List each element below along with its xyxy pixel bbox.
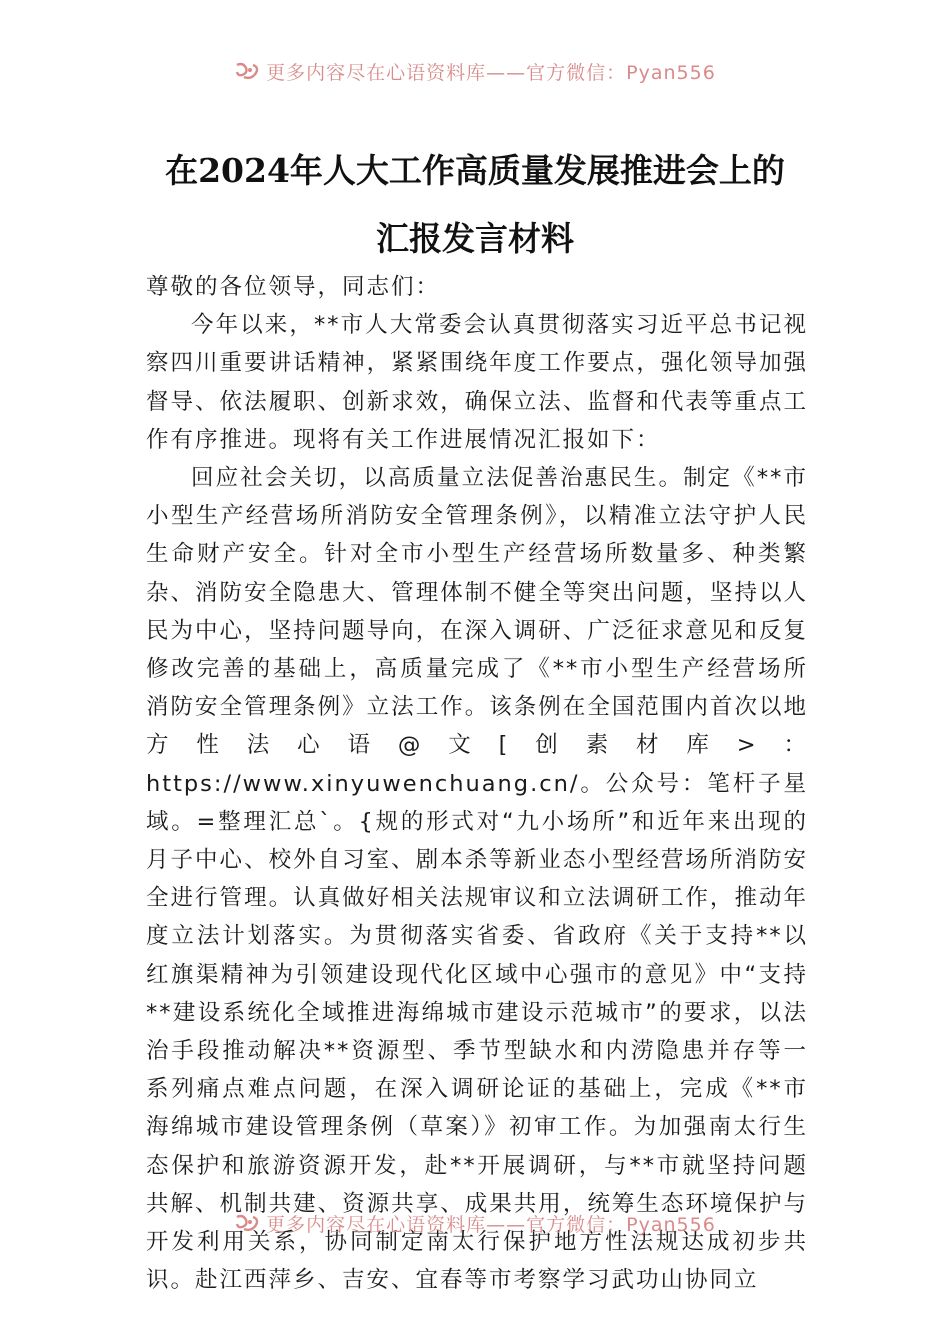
salutation: 尊敬的各位领导，同志们： — [146, 274, 441, 300]
watermark-footer — [0, 1208, 950, 1238]
watermark-text: 更多内容尽在心语资料库——官方微信：Pyan556 — [266, 61, 716, 84]
document-title-line-2: 汇报发言材料 — [376, 219, 574, 258]
watermark-text: 更多内容尽在心语资料库——官方微信：Pyan556 — [266, 1213, 716, 1236]
watermark-header — [0, 56, 950, 86]
paragraph-intro: 今年以来，**市人大常委会认真贯彻落实习近平总书记视察四川重要讲话精神，紧紧围绕年度工作要点，强化领导加强督导、依法履职、创新求效，确保立法、监督和代表等重点工作有序推进。现将有关工作进展情况汇报如下： — [146, 312, 808, 453]
document-title-line-1: 在2024年人大工作高质量发展推进会上的 — [165, 151, 785, 190]
watermark-logo-icon — [234, 1213, 260, 1233]
watermark-logo-icon — [234, 61, 260, 81]
paragraph-legislation: 回应社会关切，以高质量立法促善治惠民生。制定《**市小型生产经营场所消防安全管理条例》，以精准立法守护人民生命财产安全。针对全市小型生产经营场所数量多、种类繁杂、消防安全隐患大、管理体制不健全等突出问题，坚持以人民为中心，坚持问题导向，在深入调研、广泛征求意见和反复修改完善的基础上，高质量完成了《**市小型生产经营场所消防安全管理条例》立法工作。该条例在全国范围内首次以地方性法心语@文[创素材库>：https://www.xinyuwenchuang.cn/。公众号：笔杆子星域。=整理汇总`。{规的形式对“九小场所”和近年来出现的月子中心、校外自习室、剧本杀等新业态小型经营场所消防安全进行管理。认真做好相关法规审议和立法调研工作，推动年度立法计划落实。为贯彻落实省委、省政府《关于支持**以红旗渠精神为引领建设现代化区域中心强市的意见》中“支持**建设系统化全域推进海绵城市建设示范城市”的要求，以法治手段推动解决**资源型、季节型缺水和内涝隐患并存等一系列痛点难点问题，在深入调研论证的基础上，完成《**市海绵城市建设管理条例（草案）》初审工作。为加强南太行生态保护和旅游资源开发，赴**开展调研，与**市就坚持问题共解、机制共建、资源共享、成果共用，统筹生态环境保护与开发利用关系，协同制定南太行保护地方性法规达成初步共识。赴江西萍乡、吉安、宜春等市考察学习武功山协同立 — [146, 465, 808, 1294]
document-body — [146, 268, 808, 1299]
